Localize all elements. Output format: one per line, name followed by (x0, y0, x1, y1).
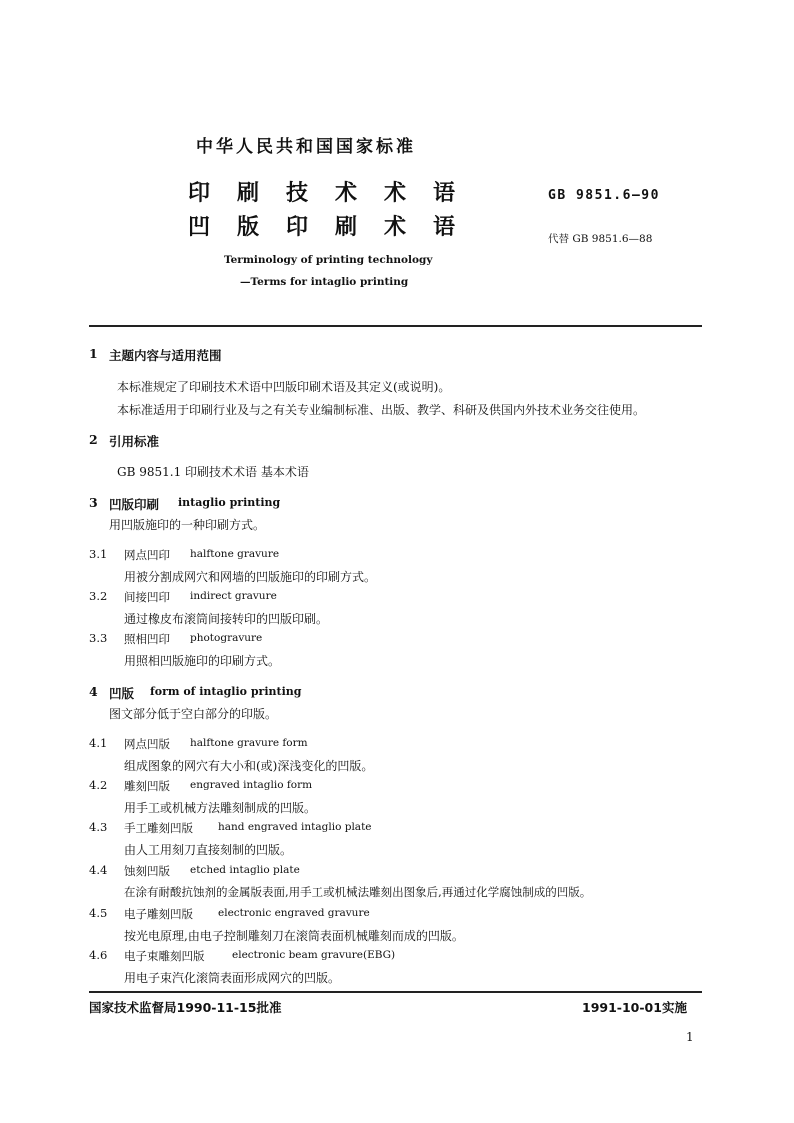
section-3-number: 3 (89, 495, 98, 510)
page-number: 1 (686, 1030, 694, 1044)
item-3-1-definition: 用被分割成网穴和网墙的凹版施印的印刷方式。 (124, 570, 377, 584)
item-4-5-term: 电子雕刻凹版 (124, 907, 193, 921)
item-4-1-english: halftone gravure form (190, 737, 308, 749)
item-4-2-number: 4.2 (89, 778, 108, 792)
section-3-english: intaglio printing (178, 496, 281, 509)
section-1-para-1: 本标准规定了印刷技术术语中凹版印刷术语及其定义(或说明)。 (117, 380, 451, 394)
item-4-5-number: 4.5 (89, 906, 108, 920)
item-3-1-term: 网点凹印 (124, 548, 170, 562)
item-4-3-number: 4.3 (89, 820, 108, 834)
item-3-2-definition: 通过橡皮布滚筒间接转印的凹版印刷。 (124, 612, 329, 626)
item-4-3-english: hand engraved intaglio plate (218, 821, 372, 833)
item-3-2-term: 间接凹印 (124, 590, 170, 604)
item-4-3-definition: 由人工用刻刀直接刻制的凹版。 (124, 843, 293, 857)
item-3-1-number: 3.1 (89, 547, 108, 561)
footer-divider (89, 991, 702, 993)
item-4-2-english: engraved intaglio form (190, 779, 313, 791)
item-4-1-definition: 组成图象的网穴有大小和(或)深浅变化的凹版。 (124, 759, 374, 773)
item-4-4-definition: 在涂有耐酸抗蚀剂的金属版表面,用手工或机械法雕刻出图象后,再通过化学腐蚀制成的凹版。 (124, 885, 592, 899)
item-4-1-term: 网点凹版 (124, 737, 170, 751)
item-3-2-number: 3.2 (89, 589, 108, 603)
item-4-6-english: electronic beam gravure(EBG) (232, 949, 396, 961)
approval-note: 国家技术监督局1990-11-15批准 (89, 1000, 282, 1015)
section-1-para-2: 本标准适用于印刷行业及与之有关专业编制标准、出版、教学、科研及供国内外技术业务交往使用。 (117, 403, 646, 417)
item-4-1-number: 4.1 (89, 736, 108, 750)
title-line-1: 印刷技术术语 (188, 181, 483, 206)
item-4-2-definition: 用手工或机械方法雕刻制成的凹版。 (124, 801, 317, 815)
item-4-4-term: 蚀刻凹版 (124, 864, 170, 878)
item-4-4-number: 4.4 (89, 863, 108, 877)
section-2-title: 引用标准 (109, 434, 160, 449)
item-4-5-definition: 按光电原理,由电子控制雕刻刀在滚筒表面机械雕刻而成的凹版。 (124, 929, 464, 943)
item-3-3-term: 照相凹印 (124, 632, 170, 646)
standard-code: GB 9851.6—90 (548, 188, 660, 203)
section-4-definition: 图文部分低于空白部分的印版。 (109, 707, 278, 721)
item-3-2-english: indirect gravure (190, 590, 277, 602)
section-4-term: 凹版 (109, 686, 135, 701)
item-4-6-number: 4.6 (89, 948, 108, 962)
item-3-3-definition: 用照相凹版施印的印刷方式。 (124, 654, 281, 668)
header-divider (89, 325, 702, 327)
title-line-2: 凹版印刷术语 (188, 215, 483, 240)
section-1-title: 主题内容与适用范围 (109, 348, 222, 363)
section-2-reference: GB 9851.1 印刷技术术语 基本术语 (117, 465, 309, 479)
section-3-term: 凹版印刷 (109, 497, 160, 512)
item-3-3-number: 3.3 (89, 631, 108, 645)
national-standard-heading: 中华人民共和国国家标准 (196, 137, 416, 157)
item-4-6-definition: 用电子束汽化滚筒表面形成网穴的凹版。 (124, 971, 341, 985)
section-1-number: 1 (89, 346, 98, 361)
section-2-number: 2 (89, 432, 98, 447)
item-4-2-term: 雕刻凹版 (124, 779, 170, 793)
replaces-note: 代替 GB 9851.6—88 (548, 233, 653, 245)
english-title-1: Terminology of printing technology (224, 254, 433, 266)
section-3-definition: 用凹版施印的一种印刷方式。 (109, 518, 266, 532)
item-3-1-english: halftone gravure (190, 548, 280, 560)
item-4-4-english: etched intaglio plate (190, 864, 300, 876)
item-4-6-term: 电子束雕刻凹版 (124, 949, 205, 963)
item-4-3-term: 手工雕刻凹版 (124, 821, 193, 835)
section-4-english: form of intaglio printing (150, 685, 302, 698)
section-4-number: 4 (89, 684, 98, 699)
item-3-3-english: photogravure (190, 632, 263, 644)
item-4-5-english: electronic engraved gravure (218, 907, 370, 919)
effective-date: 1991-10-01实施 (582, 1000, 687, 1015)
english-title-2: —Terms for intaglio printing (240, 276, 409, 288)
